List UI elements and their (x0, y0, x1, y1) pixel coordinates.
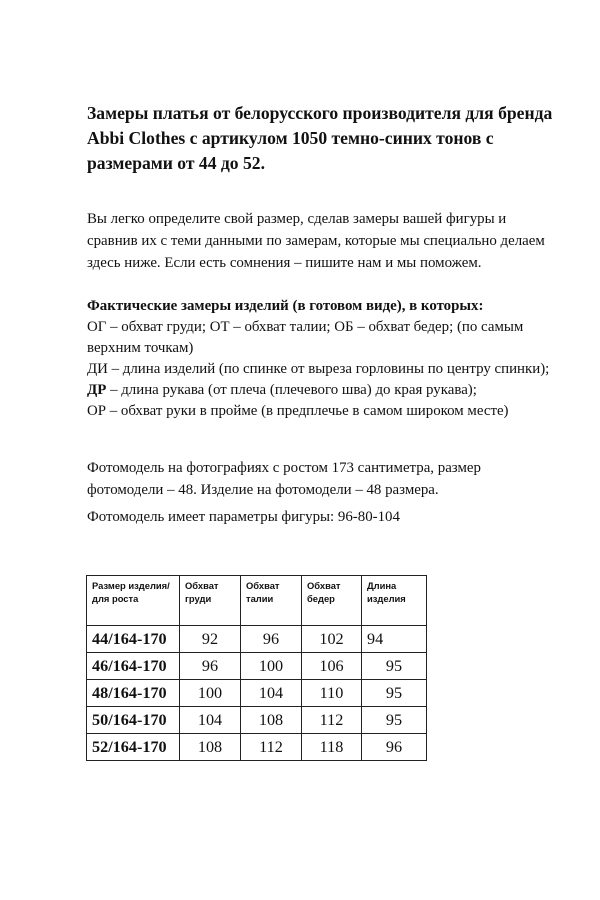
length-cell: 95 (362, 707, 427, 734)
table-row (87, 734, 427, 761)
size-cell: 48/164-170 (87, 680, 180, 707)
measures-legend (87, 296, 567, 422)
measures-og-line: ОГ – обхват груди; ОТ – обхват талии; ОБ – обхват бедер; (по самым верхним точкам) (87, 319, 524, 356)
model-params-paragraph: Фотомодель имеет параметры фигуры: 96-80-104 (87, 509, 400, 525)
chest-cell: 104 (180, 707, 241, 734)
waist-cell: 104 (241, 680, 302, 707)
table-row (87, 626, 427, 653)
length-cell: 95 (362, 653, 427, 680)
model-info-paragraph: Фотомодель на фотографиях с ростом 173 сантиметра, размер фотомодели – 48. Изделие на фотомодели – 48 размера. (87, 460, 481, 498)
size-table-header-row (87, 576, 427, 626)
size-cell: 52/164-170 (87, 734, 180, 761)
length-cell: 95 (362, 680, 427, 707)
header-size: Размер изделия/для роста (87, 576, 180, 626)
header-hips: Обхват бедер (302, 576, 362, 626)
size-cell: 44/164-170 (87, 626, 180, 653)
table-row (87, 680, 427, 707)
waist-cell: 112 (241, 734, 302, 761)
waist-cell: 96 (241, 626, 302, 653)
hips-cell: 112 (302, 707, 362, 734)
size-table (86, 575, 427, 761)
measures-di-line: ДИ – длина изделий (по спинке от выреза горловины по центру спинки); (87, 361, 550, 377)
header-length: Длина изделия (362, 576, 427, 626)
hips-cell: 110 (302, 680, 362, 707)
chest-cell: 108 (180, 734, 241, 761)
table-row (87, 653, 427, 680)
hips-cell: 106 (302, 653, 362, 680)
table-row (87, 707, 427, 734)
measures-heading: Фактические замеры изделий (в готовом виде), в которых: (87, 298, 484, 314)
hips-cell: 102 (302, 626, 362, 653)
size-cell: 46/164-170 (87, 653, 180, 680)
measures-dr-line (87, 380, 567, 401)
measures-or-line: ОР – обхват руки в пройме (в предплечье в самом широком месте) (87, 403, 509, 419)
chest-cell: 100 (180, 680, 241, 707)
intro-paragraph: Вы легко определите свой размер, сделав замеры вашей фигуры и сравнив их с теми данными по замерам, которые мы специально делаем здесь ниже. Если есть сомнения – пишите нам и мы поможем. (87, 211, 545, 271)
hips-cell: 118 (302, 734, 362, 761)
waist-cell: 108 (241, 707, 302, 734)
measures-dr-text: – длина рукава (от плеча (плечевого шва) до края рукава); (106, 382, 477, 398)
header-waist: Обхват талии (241, 576, 302, 626)
chest-cell: 96 (180, 653, 241, 680)
length-cell: 94 (362, 626, 427, 653)
waist-cell: 100 (241, 653, 302, 680)
document-title: Замеры платья от белорусского производителя для бренда Abbi Clothes с артикулом 1050 темно-синих тонов с размерами от 44 до 52. (87, 103, 553, 173)
length-cell: 96 (362, 734, 427, 761)
header-chest: Обхват груди (180, 576, 241, 626)
measures-dr-abbr: ДР (87, 382, 107, 398)
size-cell: 50/164-170 (87, 707, 180, 734)
chest-cell: 92 (180, 626, 241, 653)
